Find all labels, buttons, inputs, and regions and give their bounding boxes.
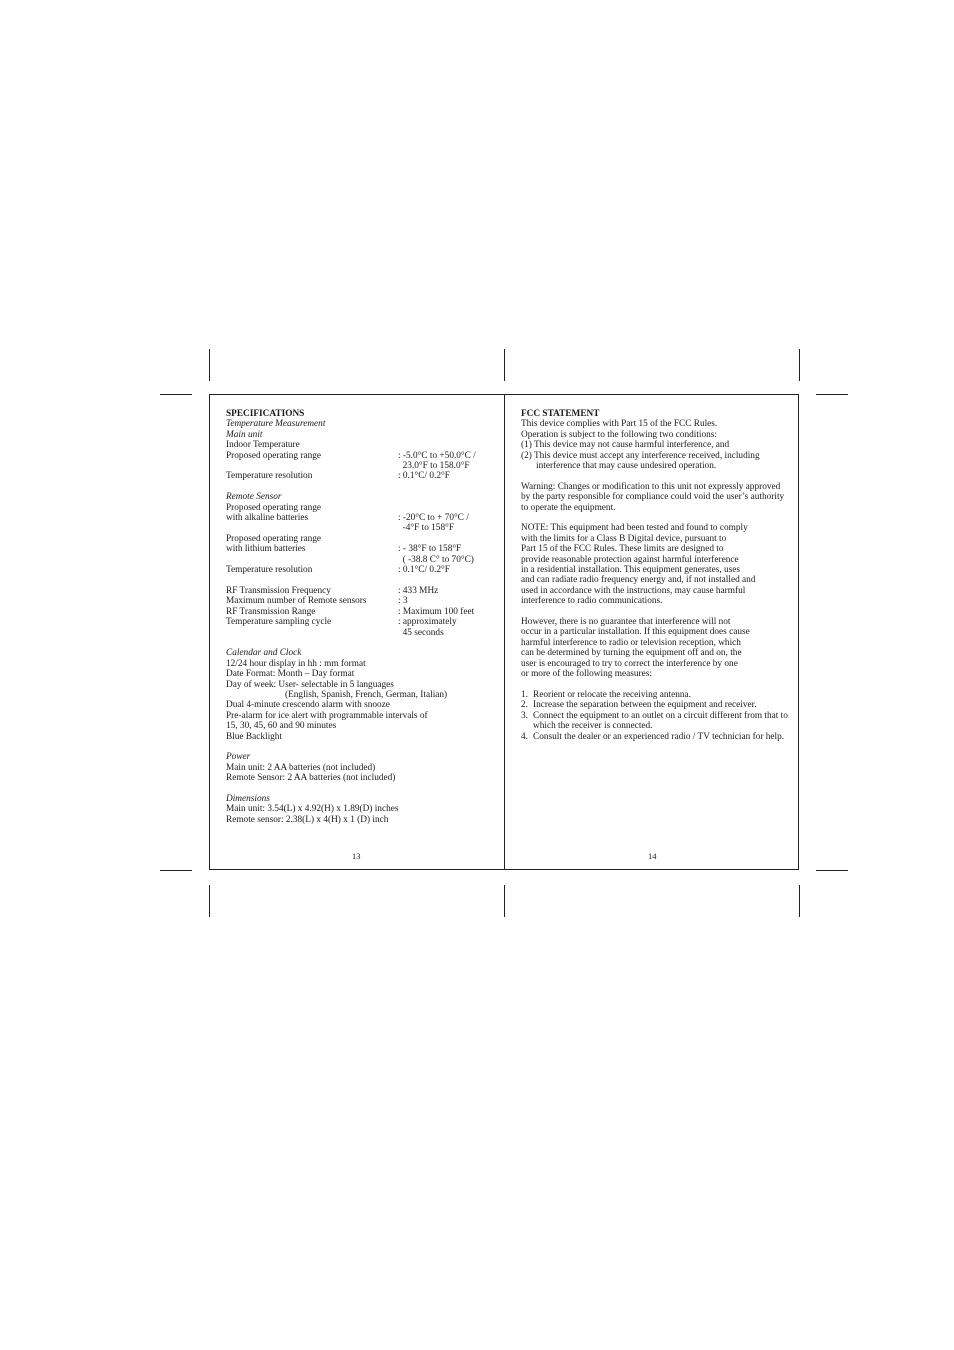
spec-label: Proposed operating range [226,450,322,461]
spec-line: Remote Sensor: 2 AA batteries (not included) [226,773,396,784]
list-number: 1. [521,689,528,700]
spec-value: -4°F to 158°F [398,523,454,534]
temperature-measurement-subheading: Temperature Measurement [226,419,326,430]
spec-line: 15, 30, 45, 60 and 90 minutes [226,721,337,732]
spec-line: Date Format: Month – Day format [226,669,355,680]
power-subheading: Power [226,752,251,763]
crop-mark [816,394,848,395]
dimensions-subheading: Dimensions [226,793,270,804]
spec-row [226,607,496,617]
list-text: Reorient or relocate the receiving antenna. [533,689,691,700]
page-spread [209,394,799,870]
spec-label: Maximum number of Remote sensors [226,596,367,607]
spec-row [226,471,496,481]
fcc-statement-page [521,409,791,742]
calendar-clock-subheading: Calendar and Clock [226,648,302,659]
fcc-line: or more of the following measures: [521,669,652,680]
spec-value: : Maximum 100 feet [398,606,475,617]
crop-mark [799,349,800,381]
spec-row [226,544,496,554]
spec-label: with alkaline batteries [226,513,309,524]
spec-label: Proposed operating range [226,502,322,513]
spec-row [226,461,496,471]
crop-mark [209,349,210,381]
crop-mark [799,885,800,917]
remote-sensor-subheading: Remote Sensor [226,492,282,503]
spec-row [226,596,496,606]
spec-label: with lithium batteries [226,544,306,555]
spec-value: : 433 MHz [398,585,439,596]
spec-value: : approximately [398,617,457,628]
list-number: 2. [521,700,528,711]
crop-mark [504,885,505,917]
spec-row [226,513,496,523]
crop-mark [209,885,210,917]
spec-label: Proposed operating range [226,533,322,544]
spec-row [226,555,496,565]
page-divider [504,395,505,869]
fcc-line: However, there is no guarantee that interference will not [521,617,731,628]
list-item [521,700,791,710]
spec-line: Remote sensor: 2.38(L) x 4(H) x 1 (D) inch [226,814,389,825]
specifications-heading: SPECIFICATIONS [226,409,305,419]
spec-line: Day of week: User- selectable in 5 languages [226,679,394,690]
spec-line: Main unit: 3.54(L) x 4.92(H) x 1.89(D) inches [226,804,399,815]
spec-line: (English, Spanish, French, German, Italian) [285,689,448,700]
fcc-line: provide reasonable protection against harmful interference [521,554,739,565]
fcc-line: harmful interference to radio or television reception, which [521,637,741,648]
list-text: Increase the separation between the equipment and receiver. [533,700,757,711]
fcc-line: used in accordance with the instructions, may cause harmful [521,585,746,596]
fcc-line: interference to radio communications. [521,596,663,607]
crop-mark [504,349,505,381]
spec-line: Blue Backlight [226,731,283,742]
list-number: 4. [521,731,528,742]
fcc-line: and can radiate radio frequency energy and, if not installed and [521,575,756,586]
list-number: 3. [521,710,528,721]
fcc-line: (1) This device may not cause harmful interference, and [521,440,730,451]
spec-row [226,523,496,533]
spec-value: : 0.1°C/ 0.2°F [398,471,450,482]
spec-value: : - 38°F to 158°F [398,544,462,555]
fcc-line: NOTE: This equipment had been tested and found to comply [521,523,748,534]
crop-mark [816,870,848,871]
fcc-line: can be determined by turning the equipment off and on, the [521,648,742,659]
fcc-line: in a residential installation. This equipment generates, uses [521,565,741,576]
spec-value: 23.0°F to 158.0°F [398,461,470,472]
spec-line: Pre-alarm for ice alert with programmable intervals of [226,710,428,721]
list-item [521,690,791,700]
specifications-page [226,409,496,825]
spec-row [226,628,496,638]
spec-row [226,617,496,627]
spec-label: Temperature sampling cycle [226,617,332,628]
fcc-line: (2) This device must accept any interference received, including interference that may cause undesired operation. [521,450,760,472]
spec-line: Main unit: 2 AA batteries (not included) [226,762,376,773]
fcc-line: Part 15 of the FCC Rules. These limits are designed to [521,544,724,555]
spec-row [226,586,496,596]
spec-line: 12/24 hour display in hh : mm format [226,658,366,669]
spec-label: Temperature resolution [226,471,313,482]
fcc-line: with the limits for a Class B Digital device, pursuant to [521,533,727,544]
fcc-line: occur in a particular installation. If this equipment does cause [521,627,750,638]
indoor-temperature-label: Indoor Temperature [226,440,300,451]
list-text: Connect the equipment to an outlet on a circuit different from that to which the receiver is connected. [533,710,788,732]
fcc-heading: FCC STATEMENT [521,409,600,419]
main-unit-subheading: Main unit [226,429,263,440]
spec-value: ( -38.8 C° to 70°C) [398,554,474,565]
spec-value: : 0.1°C/ 0.2°F [398,565,450,576]
page-number: 14 [648,851,657,861]
list-item [521,732,791,742]
spec-value: 45 seconds [398,627,444,638]
spec-label: RF Transmission Range [226,606,316,617]
spec-label: RF Transmission Frequency [226,585,331,596]
list-item [521,711,791,732]
spec-value: : 3 [398,596,408,607]
fcc-warning-paragraph: Warning: Changes or modification to this unit not expressly approved by the party responsible for compliance could void the user’s authority to operate the equipment. [521,481,785,513]
spec-value: : -20°C to + 70°C / [398,513,469,524]
spec-row [226,451,496,461]
spec-row [226,534,496,544]
spec-row [226,565,496,575]
crop-mark [160,394,192,395]
fcc-line: user is encouraged to try to correct the interference by one [521,658,738,669]
list-text: Consult the dealer or an experienced radio / TV technician for help. [533,731,785,742]
spec-row [226,503,496,513]
crop-mark [160,870,192,871]
spec-line: Dual 4-minute crescendo alarm with snooze [226,700,390,711]
page-number: 13 [352,851,361,861]
fcc-line: This device complies with Part 15 of the FCC Rules. [521,419,718,430]
fcc-line: Operation is subject to the following two conditions: [521,429,717,440]
spec-label: Temperature resolution [226,565,313,576]
spec-value: : -5.0°C to +50.0°C / [398,450,476,461]
